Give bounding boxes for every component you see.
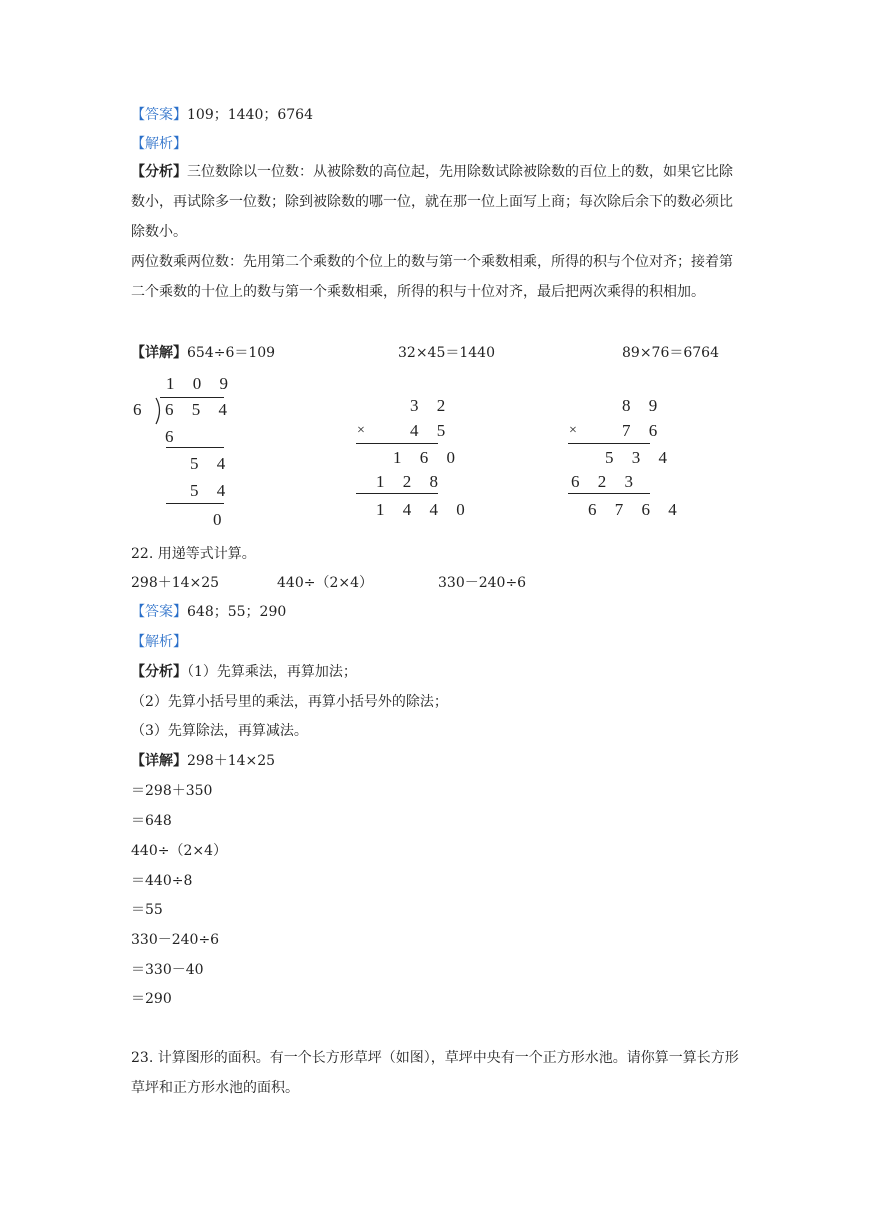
equation-division: 654÷6＝109 [187, 345, 276, 361]
division-bar [160, 397, 224, 398]
step-line: ＝290 [131, 991, 172, 1007]
mult2-partial-1: 5 3 4 [605, 448, 674, 467]
division-step-1: 6 [165, 427, 181, 446]
division-remainder: 0 [213, 510, 229, 529]
step-line: ＝440÷8 [131, 873, 193, 889]
answer-text: 109；1440；6764 [187, 107, 313, 123]
division-step-2: 5 4 [190, 454, 233, 473]
answer-text: 648；55；290 [187, 604, 287, 620]
division-step-3: 5 4 [190, 481, 233, 500]
mult2-sign: × [569, 423, 577, 438]
analysis-label: 【分析】 [131, 664, 187, 680]
mult2-partial-2: 6 2 3 [571, 472, 640, 491]
q22-analysis-line-3: （3）先算除法，再算减法。 [131, 723, 308, 739]
division-dividend: 6 5 4 [165, 400, 234, 419]
q22-expr-2: 440÷（2×4） [277, 575, 373, 591]
q21-analysis-paragraph-1 [131, 157, 741, 247]
mult1-top: 3 2 [410, 396, 453, 415]
step-line: ＝648 [131, 813, 172, 829]
q22-title: 22. 用递等式计算。 [131, 546, 256, 562]
analysis-text-1: 三位数除以一位数：从被除数的高位起，先用除数试除被除数的百位上的数，如果它比除数小，再试除多一位数；除到被除数的哪一位，就在那一位上面写上商；每次除后余下的数必须比除数小。 [131, 164, 733, 240]
mult2-bottom: 7 6 [622, 421, 665, 440]
analysis-label: 【分析】 [131, 164, 187, 180]
division-quotient: 1 0 9 [166, 374, 235, 393]
step-line: ＝55 [131, 902, 163, 918]
step-line: ＝330－40 [131, 962, 204, 978]
equation-mult-2: 89×76＝6764 [622, 345, 719, 361]
mult1-bottom: 4 5 [410, 421, 453, 440]
q22-answer-line [131, 601, 286, 623]
q22-analysis-line-1 [131, 661, 357, 683]
detail-label: 【详解】 [131, 345, 187, 361]
mult1-result: 1 4 4 0 [376, 500, 472, 519]
step-line: 298＋14×25 [187, 753, 276, 769]
mult2-line-2 [568, 493, 650, 494]
q22-expr-3: 330－240÷6 [438, 575, 527, 591]
q22-analysis-tag: 【解析】 [131, 634, 187, 650]
q23-text: 23. 计算图形的面积。有一个长方形草坪（如图），草坪中央有一个正方形水池。请你算一算长方形草坪和正方形水池的面积。 [131, 1050, 739, 1096]
mult1-line-2 [356, 493, 438, 494]
division-line-2 [166, 503, 224, 504]
q21-analysis-tag: 【解析】 [131, 136, 187, 152]
division-divisor: 6 [133, 400, 149, 419]
step-line: 330－240÷6 [131, 932, 220, 948]
division-bracket [154, 397, 164, 425]
analysis-item-1: （1）先算乘法，再算加法； [187, 664, 357, 680]
q21-answer-line [131, 104, 313, 126]
mult1-line-1 [356, 443, 438, 444]
q21-detail-line [131, 342, 275, 364]
mult2-top: 8 9 [622, 396, 665, 415]
q22-detail-line [131, 750, 275, 772]
mult1-partial-1: 1 6 0 [393, 448, 462, 467]
q21-analysis-paragraph-2: 两位数乘两位数：先用第二个乘数的个位上的数与第一个乘数相乘，所得的积与个位对齐；接着第二个乘数的十位上的数与第一个乘数相乘，所得的积与十位对齐，最后把两次乘得的积相加。 [131, 254, 733, 300]
mult2-result: 6 7 6 4 [588, 500, 684, 519]
mult2-line-1 [568, 443, 650, 444]
q22-expr-1: 298＋14×25 [131, 575, 220, 591]
division-line-1 [166, 447, 224, 448]
mult1-sign: × [357, 423, 365, 438]
equation-mult-1: 32×45＝1440 [398, 345, 495, 361]
q22-analysis-line-2: （2）先算小括号里的乘法，再算小括号外的除法； [131, 694, 448, 710]
mult1-partial-2: 1 2 8 [376, 472, 445, 491]
answer-tag: 【答案】 [131, 604, 187, 620]
answer-tag: 【答案】 [131, 107, 187, 123]
step-line: ＝298＋350 [131, 783, 213, 799]
step-line: 440÷（2×4） [131, 843, 227, 859]
detail-label: 【详解】 [131, 753, 187, 769]
